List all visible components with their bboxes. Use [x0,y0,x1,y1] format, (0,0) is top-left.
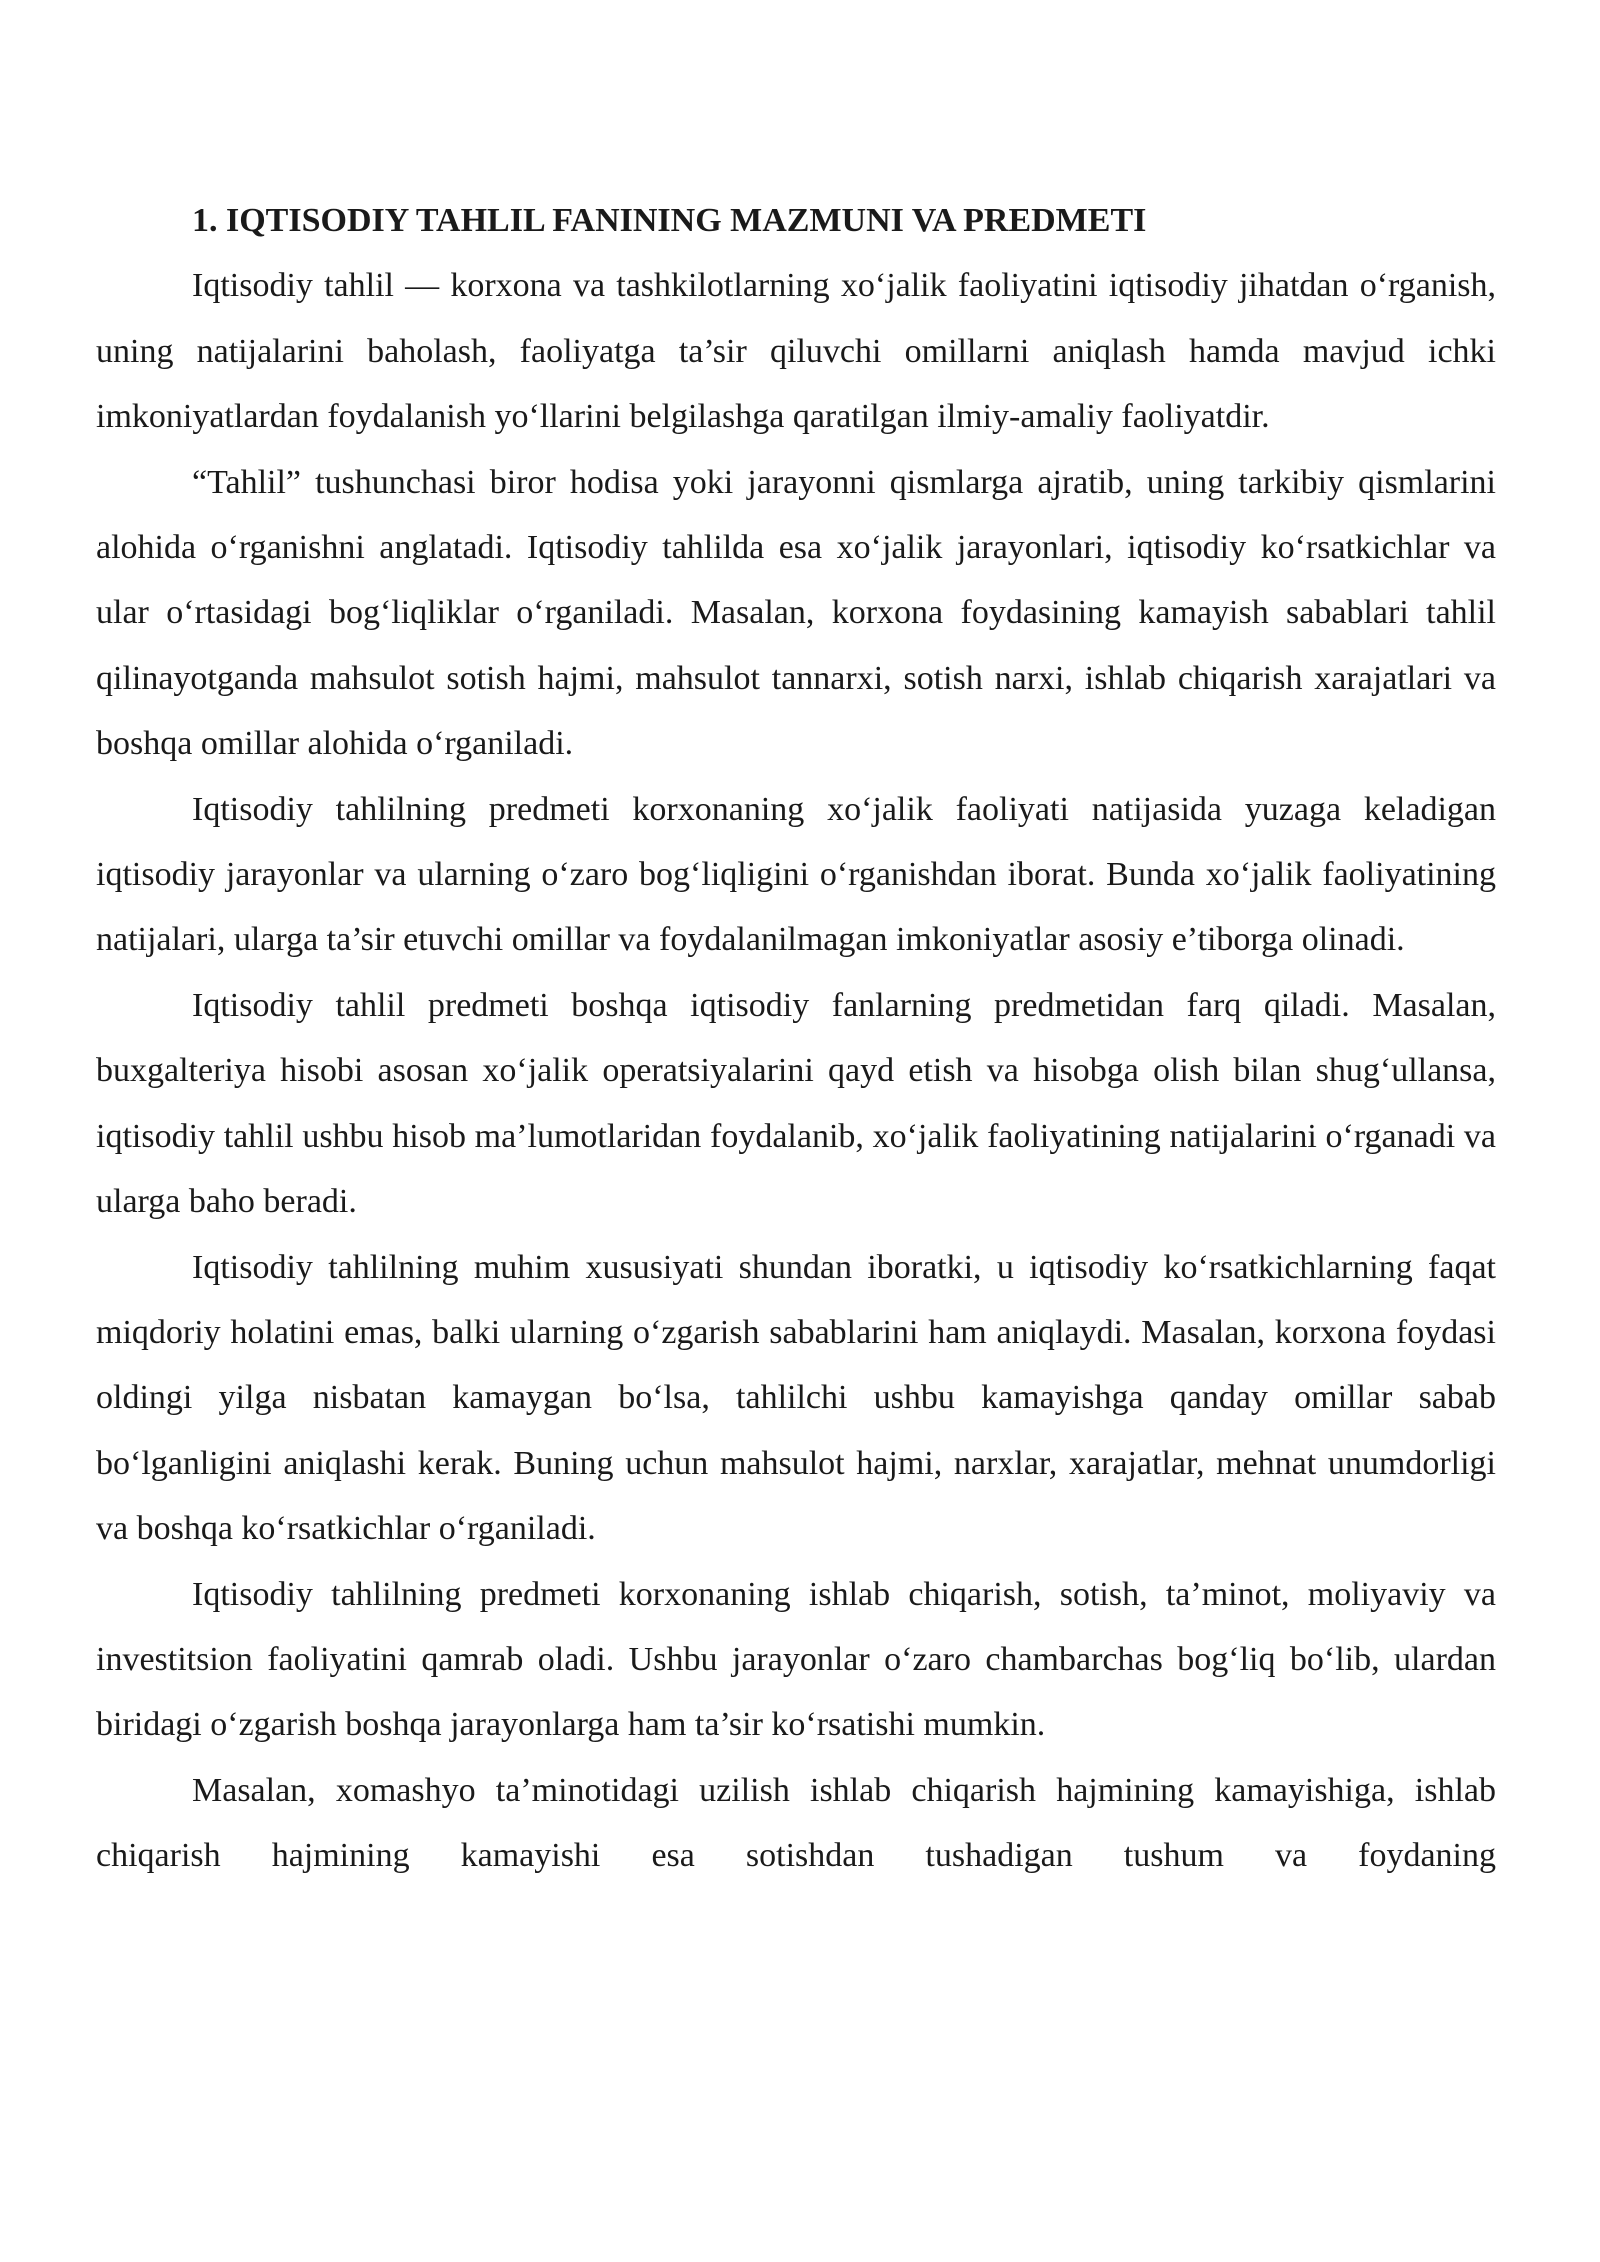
paragraph-7: Masalan, xomashyo ta’minotidagi uzilish ishlab chiqarish hajmining kamayishiga, ishlab chiqarish hajmining kamayishi esa sotishdan tushadigan tushum va foydaning [96,1771,1496,1875]
paragraph-3: Iqtisodiy tahlilning predmeti korxonaning xo‘jalik faoliyati natijasida yuzaga keladigan iqtisodiy jarayonlar va ularning o‘zaro bog‘liqligini o‘rganishdan iborat. Bunda xo‘jalik faoliyatining natijalari, ularga ta’sir etuvchi omillar va foydalanilmagan imkoniyatlar asosiy e’tiborga olinadi. [96,790,1496,959]
paragraph-1: Iqtisodiy tahlil — korxona va tashkilotlarning xo‘jalik faoliyatini iqtisodiy jihatdan o‘rganish, uning natijalarini baholash, faoliyatga ta’sir qiluvchi omillarni aniqlash hamda mavjud ichki imkoniyatlardan foydalanish yo‘llarini belgilashga qaratilgan ilmiy-amaliy faoliyatdir. [96,267,1496,436]
document-body [96,188,1496,1889]
paragraph-2: “Tahlil” tushunchasi biror hodisa yoki jarayonni qismlarga ajratib, uning tarkibiy qismlarini alohida o‘rganishni anglatadi. Iqtisodiy tahlilda esa xo‘jalik jarayonlari, iqtisodiy ko‘rsatkichlar va ular o‘rtasidagi bog‘liqliklar o‘rganiladi. Masalan, korxona foydasining kamayish sabablari tahlil qilinayotganda mahsulot sotish hajmi, mahsulot tannarxi, sotish narxi, ishlab chiqarish xarajatlari va boshqa omillar alohida o‘rganiladi. [96,463,1496,763]
paragraph-6: Iqtisodiy tahlilning predmeti korxonaning ishlab chiqarish, sotish, ta’minot, moliyaviy va investitsion faoliyatini qamrab oladi. Ushbu jarayonlar o‘zaro chambarchas bog‘liq bo‘lib, ulardan biridagi o‘zgarish boshqa jarayonlarga ham ta’sir ko‘rsatishi mumkin. [96,1575,1496,1744]
paragraph-4: Iqtisodiy tahlil predmeti boshqa iqtisodiy fanlarning predmetidan farq qiladi. Masalan, buxgalteriya hisobi asosan xo‘jalik operatsiyalarini qayd etish va hisobga olish bilan shug‘ullansa, iqtisodiy tahlil ushbu hisob ma’lumotlaridan foydalanib, xo‘jalik faoliyatining natijalarini o‘rganadi va ularga baho beradi. [96,986,1496,1221]
section-heading: 1. IQTISODIY TAHLIL FANINING MAZMUNI VA PREDMETI [192,202,1147,239]
paragraph-5: Iqtisodiy tahlilning muhim xususiyati shundan iboratki, u iqtisodiy ko‘rsatkichlarning faqat miqdoriy holatini emas, balki ularning o‘zgarish sabablarini ham aniqlaydi. Masalan, korxona foydasi oldingi yilga nisbatan kamaygan bo‘lsa, tahlilchi ushbu kamayishga qanday omillar sabab bo‘lganligini aniqlashi kerak. Buning uchun mahsulot hajmi, narxlar, xarajatlar, mehnat unumdorligi va boshqa ko‘rsatkichlar o‘rganiladi. [96,1248,1496,1548]
